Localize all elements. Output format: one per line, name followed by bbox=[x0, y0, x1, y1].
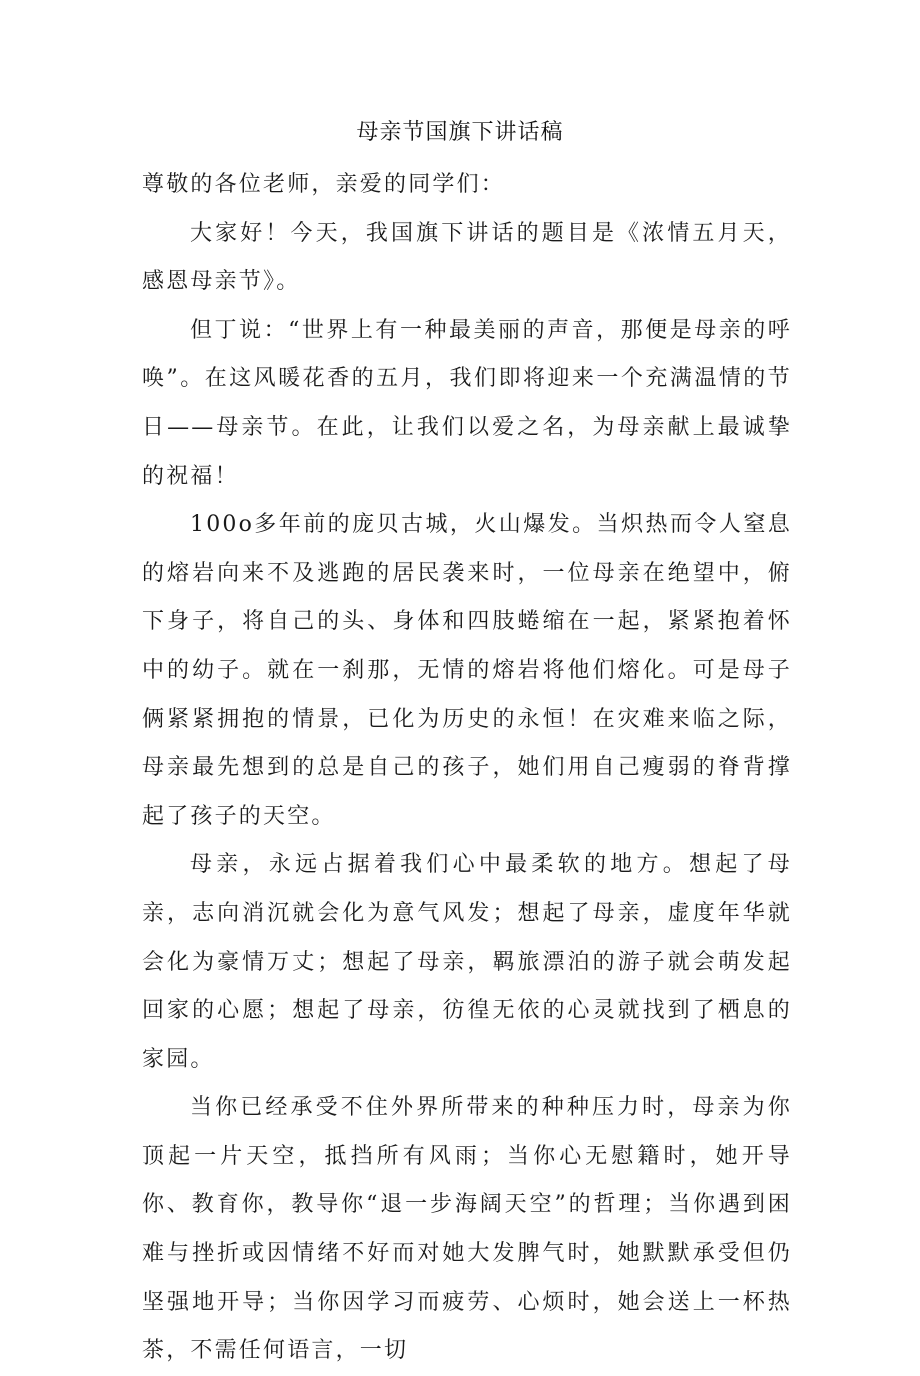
paragraph-pompeii-story: 100o多年前的庞贝古城，火山爆发。当炽热而令人窒息的熔岩向来不及逃跑的居民袭来时，一位母亲在绝望中，俯下身子，将自己的头、身体和四肢蜷缩在一起，紧紧抱着怀中的幼子。就在一刹那，无情的熔岩将他们熔化。可是母子俩紧紧拥抱的情景，已化为历史的永恒！在灾难来临之际，母亲最先想到的总是自己的孩子，她们用自己瘦弱的脊背撑起了孩子的天空。 bbox=[142, 512, 792, 829]
paragraph-mother-support: 当你已经承受不住外界所带来的种种压力时，母亲为你顶起一片天空，抵挡所有风雨；当你心无慰籍时，她开导你、教育你，教导你“退一步海阔天空”的哲理；当你遇到困难与挫折或因情绪不好而对她大发脾气时，她默默承受但仍坚强地开导；当你因学习而疲劳、心烦时，她会送上一杯热茶，不需任何语言，一切 bbox=[142, 1095, 792, 1364]
page-title: 母亲节国旗下讲话稿 bbox=[356, 120, 564, 145]
paragraph-mother-in-heart: 母亲，永远占据着我们心中最柔软的地方。想起了母亲，志向消沉就会化为意气风发；想起了母亲，虚度年华就会化为豪情万丈；想起了母亲，羁旅漂泊的游子就会萌发起回家的心愿；想起了母亲，彷徨无依的心灵就找到了栖息的家园。 bbox=[142, 852, 792, 1072]
salutation: 尊敬的各位老师，亲爱的同学们： bbox=[142, 172, 506, 197]
speech-body bbox=[142, 161, 792, 1376]
paragraph-greeting: 大家好！今天，我国旗下讲话的题目是《浓情五月天，感恩母亲节》。 bbox=[142, 220, 792, 295]
paragraph-dante-quote: 但丁说：“世界上有一种最美丽的声音，那便是母亲的呼唤”。在这风暖花香的五月，我们即将迎来一个充满温情的节日——母亲节。在此，让我们以爱之名，为母亲献上最诚挚的祝福！ bbox=[142, 317, 792, 489]
